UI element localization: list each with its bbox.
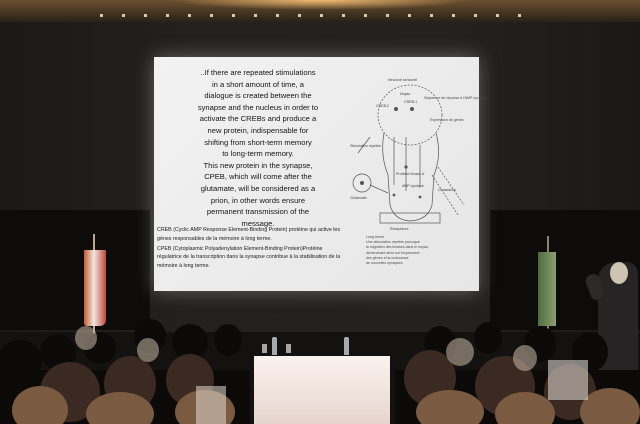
diagram-label-expression: Expression de gènes	[430, 118, 464, 122]
footnote-cpeb: CPEB (Cytoplasmic Polyadenylation Element-Binding Protein)Protéine régulatrice de la transcription dans la synapse contribue à la stabilisation de la mémoire à long terme.	[157, 245, 341, 270]
footnote-creb: CREB (Cyclic AMP Response Element-Binding Protein) protéine qui active les gènes responsables de la mémoire à long terme.	[157, 227, 341, 242]
slide-main-text: ..If there are repeated stimulations in a short amount of time, a dialogue is created between the synapse and the nucleus in order to activate the CREBs and produce a new protein, indispensable for shifting from short-term memory to long-term memory. This new protein in the synapse, CPEB, which will come after the glutamate, will be considered as a prion, in other words ensure permanent transmission of the message.	[197, 68, 319, 228]
diagram-label-title: Neurone sensoriel	[388, 78, 418, 82]
diagram-label-croissance: Croissance	[438, 188, 456, 192]
diagram-label-glutamate: Glutamate	[350, 196, 367, 200]
diagram-label-sequence: Séquence de réponse à l'AMP cyclique	[424, 96, 487, 100]
diagram-label-noyau: Noyau	[400, 92, 411, 96]
diagram-label-creb2: CREB-2	[376, 104, 390, 108]
diagram-caption: Long terme Une stimulation répétée provoque la migration des kinases dans le noyau, déclenchant ainsi sur l'expression des gènes et la croissance de nouvelles synapses.	[366, 235, 429, 266]
diagram-label-proteine: Protéine kinase A	[396, 172, 424, 176]
diagram-label-recepteurs: Récepteurs	[390, 227, 409, 231]
diagram-label-creb1: CREB-1	[404, 100, 418, 104]
diagram-label-stimulation: Stimulation répétée	[350, 144, 381, 148]
diagram-label-amp: AMP cyclique	[402, 184, 424, 188]
